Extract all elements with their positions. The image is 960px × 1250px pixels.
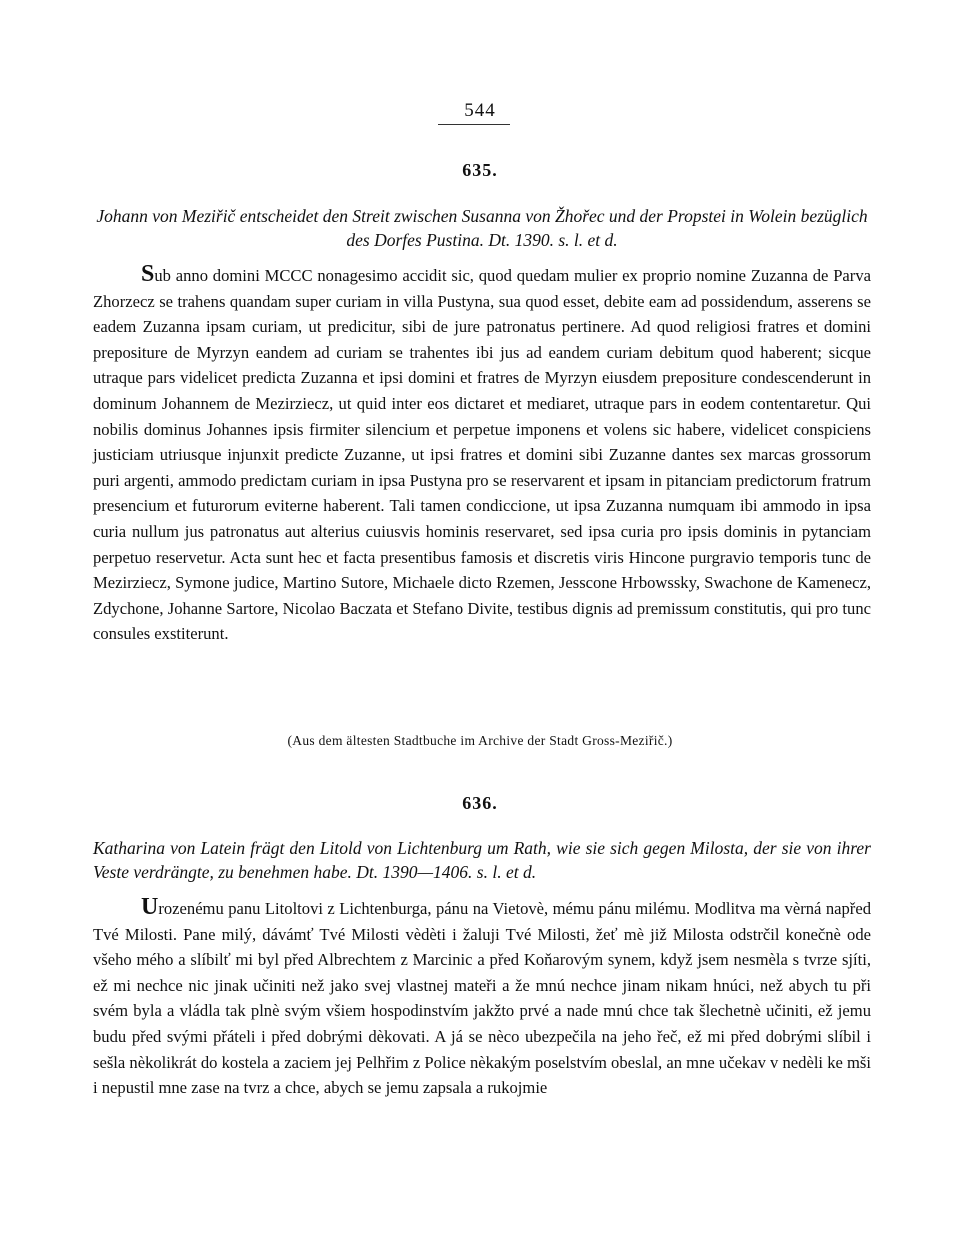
initial-letter: U bbox=[141, 894, 159, 920]
document-number-635: 635. bbox=[462, 160, 498, 180]
initial-letter: S bbox=[141, 261, 155, 287]
document-body-635 bbox=[93, 263, 871, 647]
document-body-636 bbox=[93, 896, 871, 1101]
document-heading-636: Katharina von Latein frägt den Litold von Lichtenburg um Rath, wie sie sich gegen Milosta, der sie von ihrer Veste verdrängte, zu benehmen habe. Dt. 1390—1406. s. l. et d. bbox=[93, 838, 871, 882]
body-text-635: ub anno domini MCCC nonagesimo accidit sic, quod quedam mulier ex proprio nomine Zuzanna de Parva Zhorzecz se trahens quandam super curiam in villa Pustyna, sua quod esset, debite eam ad possidendum, asserens se eadem Zuzanna ipsam curiam, ut predicitur, sibi de jure patronatus pertinere. Ad quod religiosi fratres et domini prepositure de Myrzyn eandem ad curiam se trahentes ibi jus ad eandem curiam debitum quod haberent; sicque utraque pars videlicet predicta Zuzanna et ipsi domini et fratres de Myrzyn eiusdem prepositure condescenderunt in dominum Johannem de Mezirziecz, ut quid inter eos dictaret et mediaret, utraque pars in eodem contentaretur. Qui nobilis dominus Johannes ipsis firmiter silencium et perpetue imponens et volens sic habere, videlicet conspiciens justiciam utriusque injunxit predicte Zuzanne, ut ipsi fratres et domini sibi Zuzanne dantes sex marcas grossorum puri argenti, ammodo predictam curiam in ipsa Pustyna pro se reservarent et ipsam in pitanciam predictorum fratrum presencium et futurorum eviterne haberent. Tali tamen condiccione, ut ipsa Zuzanna numquam ibi ammodo in ipsa curia nullum jus patronatus aut alterius cuiusvis hominis reservaret, sed ipsa curia pro ipsis dominis in pytanciam perpetuo reservetur. Acta sunt hec et facta presentibus famosis et discretis viris Hincone purgravio temporis tunc de Mezirziecz, Symone judice, Martino Sutore, Michaele dicto Rzemen, Jesscone Hrbowssky, Swachone de Kamenecz, Zdychone, Johanne Sartore, Nicolao Baczata et Stefano Divite, testibus dignis ad premissum constitutis, qui pro tunc consules exstiterunt. bbox=[93, 266, 871, 644]
body-text-636: rozenému panu Litoltovi z Lichtenburga, pánu na Vietovè, mému pánu milému. Modlitva ma vèrná napřed Tvé Milosti. Pane milý, dávámť Tvé Milosti vèdèti i žaluji Tvé Milosti, žeť mè již Milosta odstrčil konečnè ode všeho mého a slíbilť mi byl před Albrechtem z Marcinic a před Koňarovým synem, když jsem nesmèla s tvrze sjíti, ež mi nechce nic jinak učiniti než jako svej vlastnej mateři a že mnú nechce jinam nikam hnúci, než abych tu při svém byla a vládla tak plnè svým všiem hospodinstvím jakžto prvé a nade mnú chce tak šlechetnè učiniti, ež jemu budu před svými přáteli i před dobrými dèkovati. A já se nèco ubezpečila na jeho řeč, ež mi před dobrými slíbil i sešla nèkolikrát do kostela a zaciem jej Pelhřim z Police nèkakým poselstvím obeslal, an mne učekav v nedèli ke mši i nepustil mne zase na tvrz a chce, abych se jemu zapsala a rukojmie bbox=[93, 899, 871, 1098]
source-note-635: (Aus dem ältesten Stadtbuche im Archive der Stadt Gross-Meziřič.) bbox=[287, 733, 673, 748]
document-number-636: 636. bbox=[462, 793, 498, 813]
page-number-rule bbox=[438, 124, 510, 125]
page-number: 544 bbox=[464, 100, 496, 121]
document-heading-635: Johann von Meziřič entscheidet den Streit zwischen Susanna von Žhořec und der Propstei in Wolein bezüglich des Dorfes Pustina. Dt. 1390. s. l. et d. bbox=[96, 206, 868, 250]
